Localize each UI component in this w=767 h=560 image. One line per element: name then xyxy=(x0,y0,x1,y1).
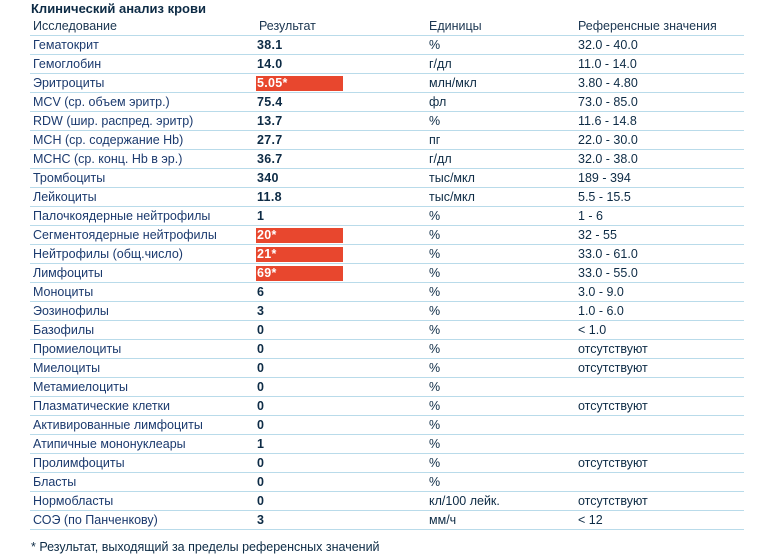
unit-cell: % xyxy=(426,207,575,226)
table-body xyxy=(30,36,744,530)
result-cell xyxy=(256,55,426,74)
test-name: Промиелоциты xyxy=(30,340,256,359)
result-cell xyxy=(256,473,426,492)
result-cell xyxy=(256,454,426,473)
unit-cell: % xyxy=(426,435,575,454)
test-name: MCHC (ср. конц. Hb в эр.) xyxy=(30,150,256,169)
test-name: Моноциты xyxy=(30,283,256,302)
table-row xyxy=(30,397,744,416)
result-value: 1 xyxy=(257,208,265,223)
out-of-range-result: 21* xyxy=(256,247,343,262)
header-reference: Референсные значения xyxy=(575,17,744,36)
unit-cell: % xyxy=(426,397,575,416)
reference-cell: 32.0 - 38.0 xyxy=(575,150,744,169)
test-name: Бласты xyxy=(30,473,256,492)
reference-cell: 11.0 - 14.0 xyxy=(575,55,744,74)
result-cell xyxy=(256,264,426,283)
table-row xyxy=(30,435,744,454)
result-value: 11.8 xyxy=(257,189,282,204)
reference-cell: 32.0 - 40.0 xyxy=(575,36,744,55)
result-value: 1 xyxy=(257,436,265,451)
unit-cell: % xyxy=(426,112,575,131)
result-cell xyxy=(256,131,426,150)
reference-cell: 32 - 55 xyxy=(575,226,744,245)
table-row xyxy=(30,112,744,131)
table-row xyxy=(30,511,744,530)
table-row xyxy=(30,302,744,321)
test-name: Лимфоциты xyxy=(30,264,256,283)
reference-cell: < 1.0 xyxy=(575,321,744,340)
reference-cell: 3.80 - 4.80 xyxy=(575,74,744,93)
result-cell xyxy=(256,359,426,378)
test-name: Активированные лимфоциты xyxy=(30,416,256,435)
test-name: RDW (шир. распред. эритр) xyxy=(30,112,256,131)
reference-cell: 3.0 - 9.0 xyxy=(575,283,744,302)
footnote: * Результат, выходящий за пределы референсных значений xyxy=(31,540,380,554)
test-name: MCV (ср. объем эритр.) xyxy=(30,93,256,112)
table-row xyxy=(30,55,744,74)
table-row xyxy=(30,416,744,435)
table-row xyxy=(30,36,744,55)
unit-cell: % xyxy=(426,340,575,359)
unit-cell: % xyxy=(426,416,575,435)
result-cell xyxy=(256,283,426,302)
unit-cell: % xyxy=(426,226,575,245)
test-name: Плазматические клетки xyxy=(30,397,256,416)
unit-cell: тыс/мкл xyxy=(426,188,575,207)
reference-cell xyxy=(575,416,744,435)
reference-cell: 33.0 - 55.0 xyxy=(575,264,744,283)
unit-cell: % xyxy=(426,378,575,397)
result-cell xyxy=(256,511,426,530)
result-cell xyxy=(256,150,426,169)
header-units: Единицы xyxy=(426,17,575,36)
unit-cell: % xyxy=(426,454,575,473)
reference-cell: < 12 xyxy=(575,511,744,530)
result-cell xyxy=(256,93,426,112)
result-value: 340 xyxy=(257,170,279,185)
unit-cell: % xyxy=(426,264,575,283)
test-name: Базофилы xyxy=(30,321,256,340)
unit-cell: г/дл xyxy=(426,150,575,169)
result-cell xyxy=(256,340,426,359)
result-cell xyxy=(256,245,426,264)
reference-cell xyxy=(575,435,744,454)
reference-cell: 5.5 - 15.5 xyxy=(575,188,744,207)
table-row xyxy=(30,150,744,169)
result-value: 0 xyxy=(257,455,265,470)
table-row xyxy=(30,378,744,397)
out-of-range-result: 69* xyxy=(256,266,343,281)
reference-cell: 33.0 - 61.0 xyxy=(575,245,744,264)
result-value: 38.1 xyxy=(257,37,283,52)
reference-cell: отсутствуют xyxy=(575,359,744,378)
table-row xyxy=(30,226,744,245)
out-of-range-result: 20* xyxy=(256,228,343,243)
test-name: Метамиелоциты xyxy=(30,378,256,397)
unit-cell: % xyxy=(426,283,575,302)
unit-cell: кл/100 лейк. xyxy=(426,492,575,511)
result-cell xyxy=(256,416,426,435)
reference-cell xyxy=(575,473,744,492)
unit-cell: % xyxy=(426,36,575,55)
table-row xyxy=(30,131,744,150)
table-row xyxy=(30,359,744,378)
test-name: Гемоглобин xyxy=(30,55,256,74)
table-row xyxy=(30,74,744,93)
table-row xyxy=(30,264,744,283)
test-name: Пролимфоциты xyxy=(30,454,256,473)
reference-cell: 22.0 - 30.0 xyxy=(575,131,744,150)
result-value: 0 xyxy=(257,493,265,508)
header-result: Результат xyxy=(256,17,426,36)
reference-cell: отсутствуют xyxy=(575,340,744,359)
test-name: Лейкоциты xyxy=(30,188,256,207)
test-name: Атипичные мононуклеары xyxy=(30,435,256,454)
test-name: MCH (ср. содержание Hb) xyxy=(30,131,256,150)
table-row xyxy=(30,188,744,207)
table-row xyxy=(30,321,744,340)
unit-cell: пг xyxy=(426,131,575,150)
test-name: Эритроциты xyxy=(30,74,256,93)
result-cell xyxy=(256,74,426,93)
table-row xyxy=(30,93,744,112)
result-cell xyxy=(256,112,426,131)
test-name: Нейтрофилы (общ.число) xyxy=(30,245,256,264)
results-table xyxy=(30,17,744,530)
reference-cell: 11.6 - 14.8 xyxy=(575,112,744,131)
header-test: Исследование xyxy=(30,17,256,36)
table-row xyxy=(30,283,744,302)
reference-cell: 189 - 394 xyxy=(575,169,744,188)
result-value: 14.0 xyxy=(257,56,283,71)
test-name: Нормобласты xyxy=(30,492,256,511)
test-name: Сегментоядерные нейтрофилы xyxy=(30,226,256,245)
result-cell xyxy=(256,435,426,454)
table-row xyxy=(30,207,744,226)
test-name: Гематокрит xyxy=(30,36,256,55)
result-value: 6 xyxy=(257,284,265,299)
unit-cell: мм/ч xyxy=(426,511,575,530)
unit-cell: тыс/мкл xyxy=(426,169,575,188)
reference-cell: отсутствуют xyxy=(575,397,744,416)
result-value: 0 xyxy=(257,341,265,356)
test-name: Тромбоциты xyxy=(30,169,256,188)
unit-cell: млн/мкл xyxy=(426,74,575,93)
result-value: 13.7 xyxy=(257,113,283,128)
result-cell xyxy=(256,36,426,55)
result-cell xyxy=(256,302,426,321)
table-row xyxy=(30,340,744,359)
reference-cell: 1 - 6 xyxy=(575,207,744,226)
result-cell xyxy=(256,378,426,397)
result-cell xyxy=(256,207,426,226)
result-cell xyxy=(256,492,426,511)
unit-cell: % xyxy=(426,359,575,378)
result-value: 3 xyxy=(257,512,265,527)
test-name: Эозинофилы xyxy=(30,302,256,321)
table-row xyxy=(30,492,744,511)
result-value: 27.7 xyxy=(257,132,283,147)
unit-cell: % xyxy=(426,321,575,340)
reference-cell: отсутствуют xyxy=(575,454,744,473)
result-value: 0 xyxy=(257,474,265,489)
unit-cell: % xyxy=(426,302,575,321)
report xyxy=(30,0,744,530)
result-value: 0 xyxy=(257,379,265,394)
unit-cell: фл xyxy=(426,93,575,112)
reference-cell: 73.0 - 85.0 xyxy=(575,93,744,112)
result-value: 0 xyxy=(257,360,265,375)
result-value: 0 xyxy=(257,417,265,432)
table-row xyxy=(30,169,744,188)
test-name: Миелоциты xyxy=(30,359,256,378)
out-of-range-result: 5.05* xyxy=(256,76,343,91)
result-value: 75.4 xyxy=(257,94,283,109)
reference-cell: отсутствуют xyxy=(575,492,744,511)
test-name: СОЭ (по Панченкову) xyxy=(30,511,256,530)
unit-cell: % xyxy=(426,473,575,492)
result-cell xyxy=(256,226,426,245)
test-name: Палочкоядерные нейтрофилы xyxy=(30,207,256,226)
result-value: 0 xyxy=(257,398,265,413)
report-title: Клинический анализ крови xyxy=(31,1,206,16)
table-row xyxy=(30,454,744,473)
result-cell xyxy=(256,321,426,340)
result-cell xyxy=(256,188,426,207)
unit-cell: г/дл xyxy=(426,55,575,74)
result-cell xyxy=(256,169,426,188)
result-value: 36.7 xyxy=(257,151,283,166)
reference-cell: 1.0 - 6.0 xyxy=(575,302,744,321)
reference-cell xyxy=(575,378,744,397)
table-header-row xyxy=(30,17,744,36)
table-row xyxy=(30,473,744,492)
result-value: 3 xyxy=(257,303,265,318)
result-value: 0 xyxy=(257,322,265,337)
unit-cell: % xyxy=(426,245,575,264)
table-row xyxy=(30,245,744,264)
result-cell xyxy=(256,397,426,416)
